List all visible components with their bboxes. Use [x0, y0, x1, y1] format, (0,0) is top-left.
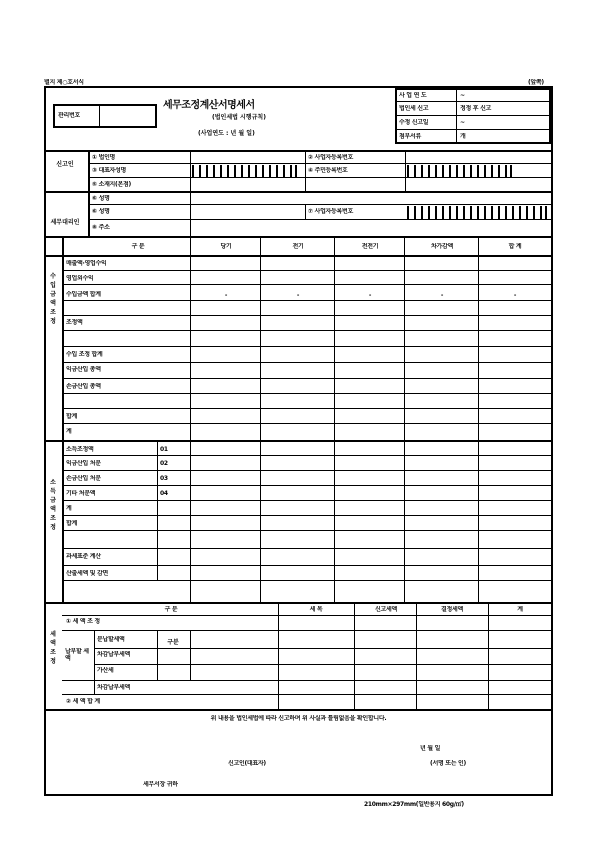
header-info-label: 수정 신고일	[399, 119, 429, 126]
signer-label: 신고인(대표자)	[228, 760, 266, 767]
applicant-rrn-label: ④ 주민등록번호	[308, 167, 348, 174]
office-addressee: 세무서장 귀하	[143, 781, 178, 788]
row-label: 영업외수익	[66, 275, 94, 282]
row-label: 계	[66, 505, 72, 512]
lower-column-header: 결정세액	[441, 606, 463, 613]
cell-dash: -	[368, 292, 372, 299]
header-info-value: 개	[460, 133, 466, 140]
lower-column-header: 세 목	[309, 606, 323, 613]
row-code: 02	[160, 460, 168, 467]
row-label: 손금산입 총액	[66, 383, 101, 390]
agent-label: ⑥ 성명	[92, 195, 110, 202]
row-label: 합계	[66, 413, 77, 420]
lower-column-header: 계	[517, 606, 523, 613]
header-info-label: 첨부서류	[399, 133, 421, 140]
row-label: 계	[66, 428, 72, 435]
column-header: 전기	[292, 243, 304, 250]
header-info-value: ~	[460, 92, 465, 99]
row-label: 매출액·영업수익	[66, 260, 107, 267]
column-header: 차가감액	[431, 243, 453, 250]
rep-id-digits[interactable]	[192, 165, 297, 178]
column-header: 전전기	[361, 243, 379, 250]
id-box-divider	[99, 104, 100, 128]
lower-row-label: 차감납부세액	[97, 684, 130, 691]
cell-dash: -	[296, 292, 300, 299]
column-header: 당기	[220, 243, 232, 250]
row-label: 수입 조정 합계	[66, 351, 103, 358]
column-header: 합 계	[508, 243, 522, 250]
cell-dash: -	[440, 292, 444, 299]
form-number: 별지 제○호서식	[44, 79, 84, 86]
row-code: 01	[160, 446, 168, 453]
form-subtitle: (법인세법 시행규칙)	[212, 114, 266, 121]
table-header-label: 구 분	[131, 243, 145, 250]
row-label: 손금산입 처분	[66, 475, 101, 482]
lower-sub-label: 분납할세액	[97, 636, 125, 643]
header-info-label: 법인세 신고	[399, 105, 429, 112]
row-label: 합계	[66, 520, 77, 527]
lower-section-label: 세액조정	[50, 631, 56, 665]
row-label: 익금산입 총액	[66, 366, 101, 373]
row-code: 03	[160, 475, 168, 482]
agent-bizno-digits[interactable]	[407, 206, 547, 219]
applicant-address-label: ⑤ 소재지(본점)	[92, 181, 131, 188]
header-info-label: 사 업 연 도	[399, 92, 427, 99]
form-title: 세무조정계산서명세서	[163, 100, 255, 111]
applicant-rep-label: ③ 대표자성명	[92, 167, 127, 174]
header-info-value: ~	[460, 119, 465, 126]
agent-section-label: 세무대리인	[50, 219, 80, 226]
page-side-mark: (앞쪽)	[528, 79, 544, 86]
cell-dash: -	[224, 292, 228, 299]
lower-code: 구분	[167, 639, 179, 646]
applicant-section-label: 신고인	[56, 161, 74, 168]
agent-address-label: ⑧ 주소	[92, 224, 110, 231]
applicant-bizno-label: ② 사업자등록번호	[308, 154, 354, 161]
lower-sub-label: 차감납부세액	[97, 651, 130, 658]
agent-name-label: ⑥ 성명	[92, 208, 110, 215]
cell-dash: -	[513, 292, 517, 299]
declaration-text: 위 내용을 법인세법에 따라 신고하며 위 사실과 틀림없음을 확인합니다.	[210, 715, 387, 722]
date-line[interactable]: 년 월 일	[420, 745, 441, 752]
lower-row-label: 납부할 세액	[65, 648, 89, 662]
row-label: 수입금액 합계	[66, 291, 101, 298]
row-label: 산출세액 및 감면	[66, 570, 109, 577]
row-code: 04	[160, 490, 168, 497]
row-label: 소득조정액	[66, 446, 94, 453]
row-label: 조정액	[66, 319, 83, 326]
agent-bizno-label: ⑦ 사업자등록번호	[308, 208, 354, 215]
section-a-label: 수입금액조정	[50, 273, 56, 325]
header-info-value: 정정 후 신고	[460, 105, 492, 112]
row-label: 기타 처분액	[66, 490, 96, 497]
row-label: 과세표준 계산	[66, 553, 101, 560]
rrn-digits[interactable]	[407, 165, 512, 178]
id-box-label: 관리번호	[58, 112, 80, 119]
applicant-name-label: ① 법인명	[92, 154, 116, 161]
lower-row-label: ② 세 액 합 계	[66, 698, 100, 705]
lower-row-label: ① 세 액 조 정	[66, 618, 100, 625]
paper-size-note: 210mm×297mm(일반용지 60g/㎡)	[364, 801, 464, 808]
lower-column-header: 신고세액	[375, 606, 397, 613]
section-b-label: 소득금액조정	[50, 479, 56, 531]
sign-line[interactable]: (서명 또는 인)	[430, 760, 466, 767]
lower-header-label: 구 분	[164, 606, 178, 613]
row-label: 익금산입 처분	[66, 460, 101, 467]
lower-sub-label: 가산세	[97, 667, 114, 674]
form-period: (사업연도 : 년 월 일)	[198, 130, 255, 137]
